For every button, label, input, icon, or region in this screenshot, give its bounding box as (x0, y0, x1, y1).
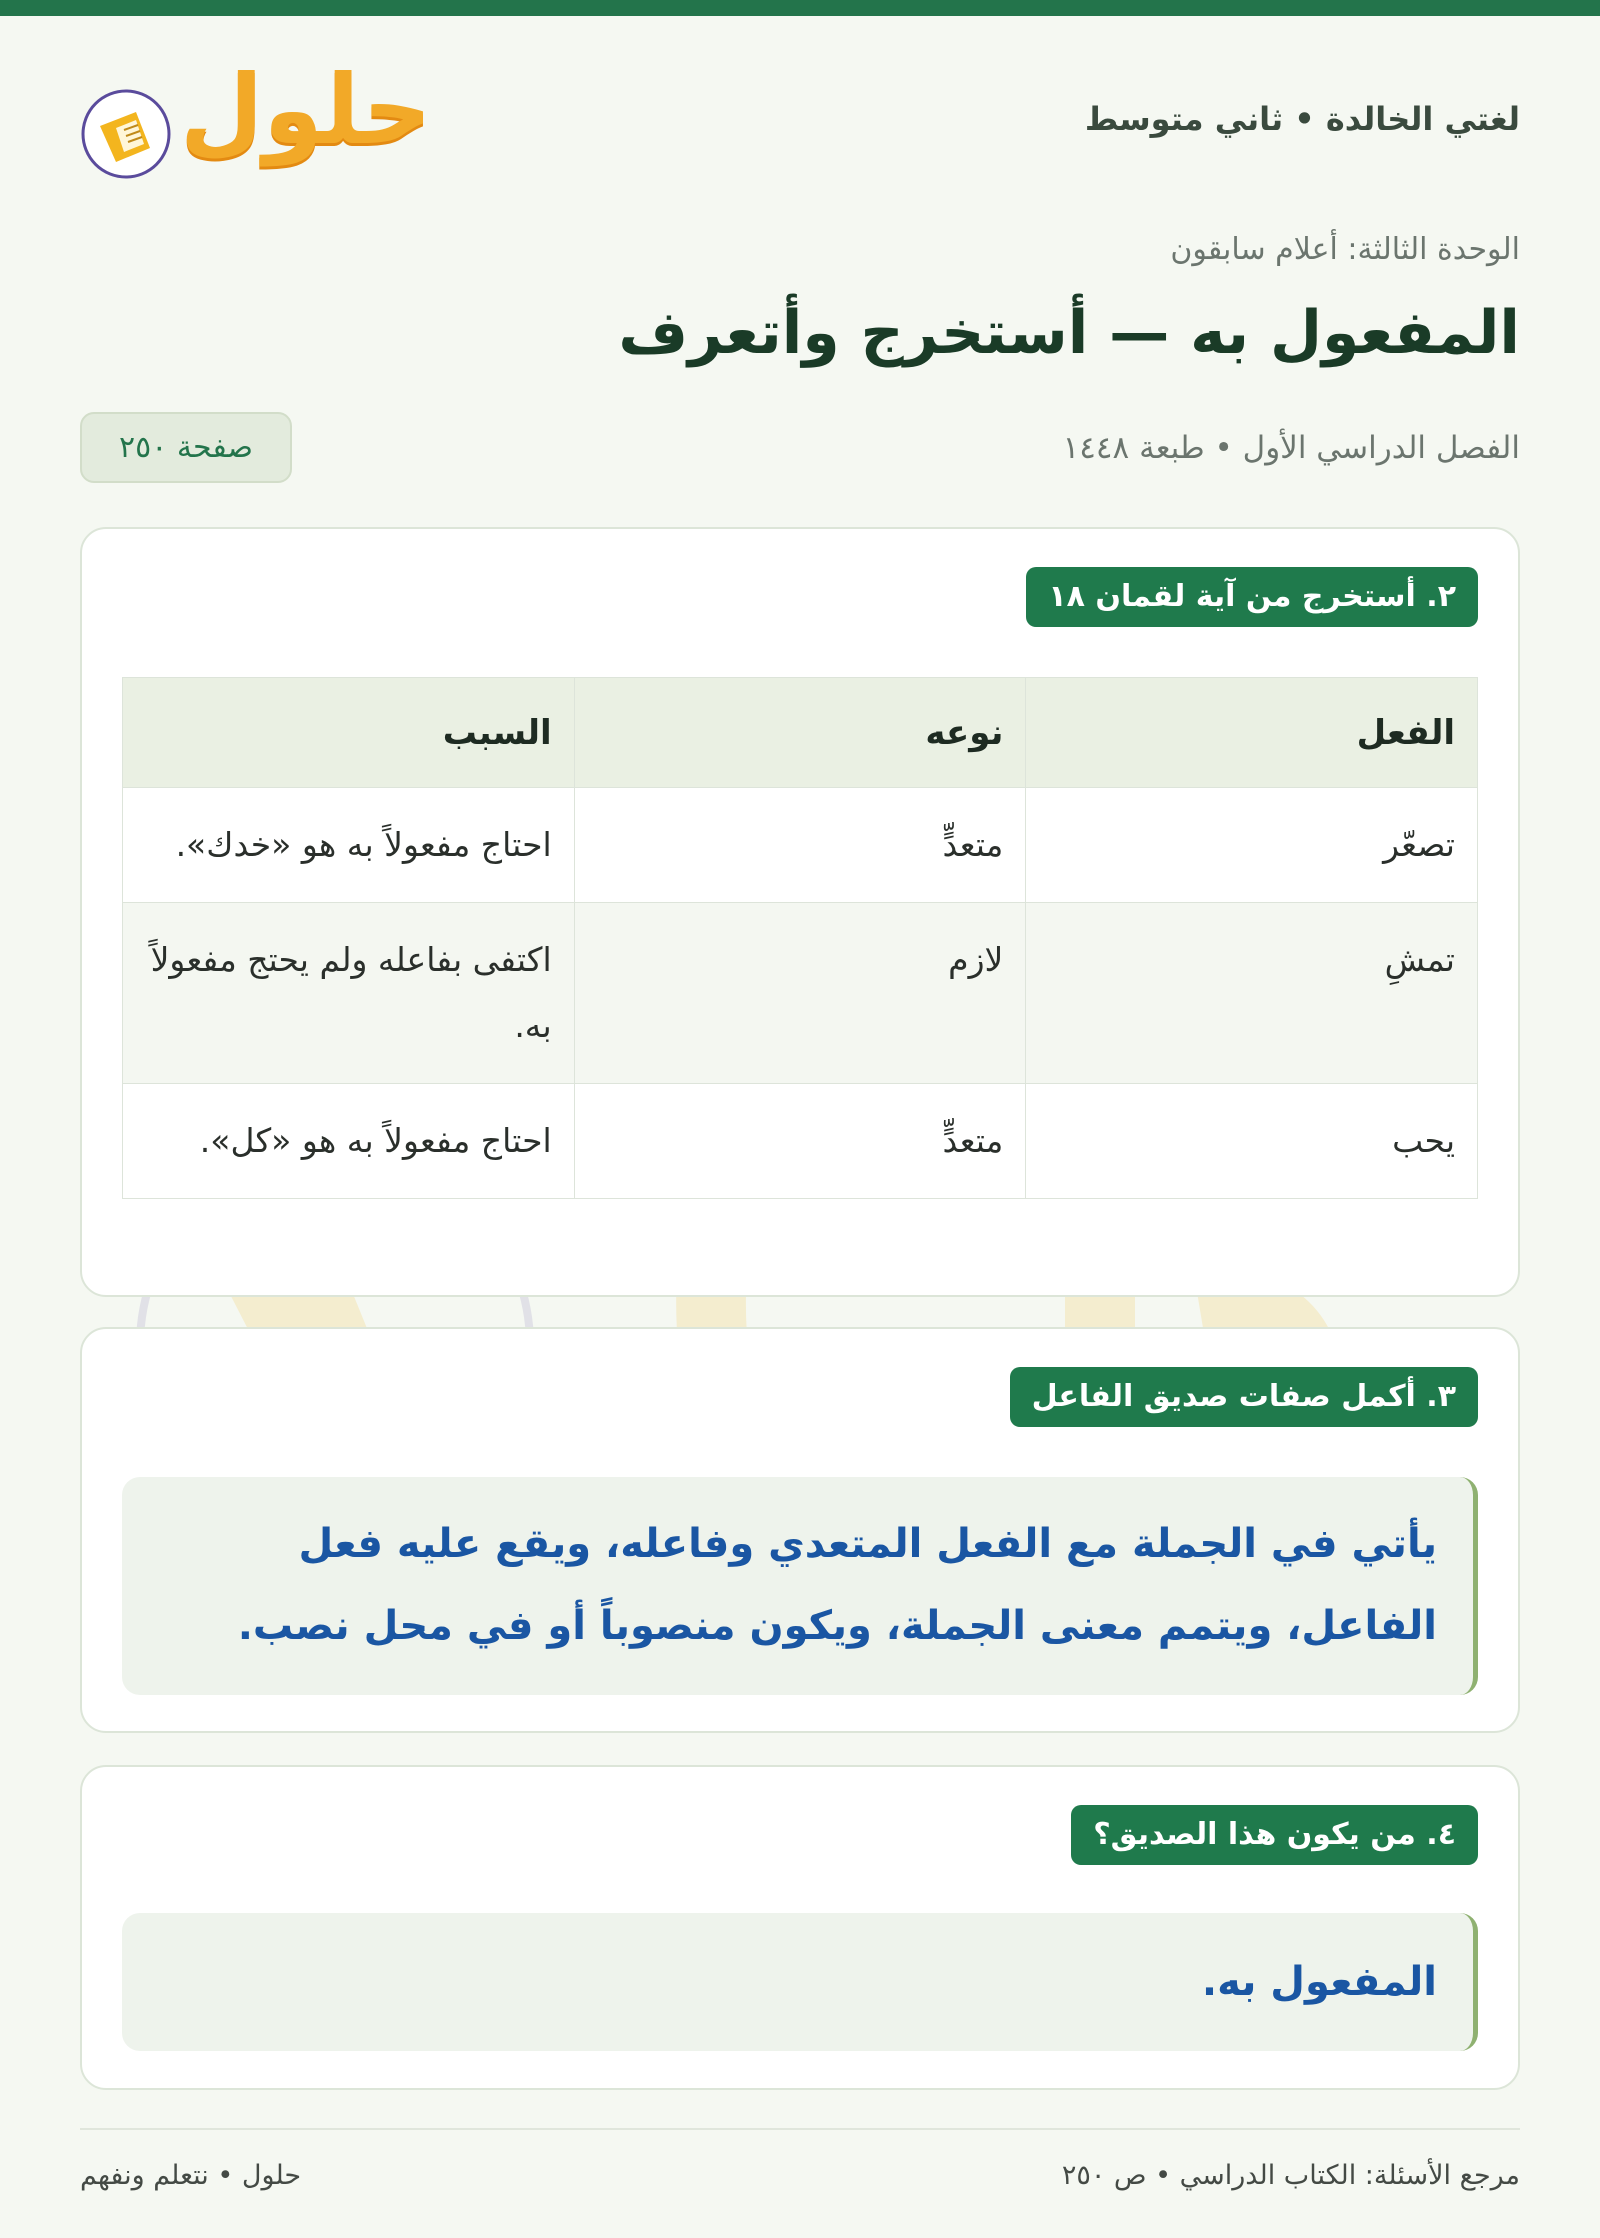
table-row (123, 903, 1478, 1084)
column-header-verb: الفعل (1026, 678, 1478, 788)
verbs-table (122, 677, 1478, 1199)
cell-verb: تصعّر (1026, 788, 1478, 903)
column-header-reason: السبب (123, 678, 575, 788)
section-4-answer: المفعول به. (122, 1913, 1478, 2051)
logo-wordmark: حلول (180, 54, 432, 166)
table-row (123, 788, 1478, 903)
book-title: لغتي الخالدة • ثاني متوسط (1084, 100, 1520, 138)
section-3-tag: ٣. أكمل صفات صديق الفاعل (1010, 1367, 1478, 1427)
section-2-card (80, 527, 1520, 1297)
table-header-row (123, 678, 1478, 788)
section-4-tag: ٤. من يكون هذا الصديق؟ (1071, 1805, 1478, 1865)
column-header-type: نوعه (574, 678, 1026, 788)
footer-divider (80, 2128, 1520, 2130)
cell-reason: اكتفى بفاعله ولم يحتج مفعولاً به. (123, 903, 575, 1084)
footer-brand: حلول • نتعلم ونفهم (80, 2160, 302, 2191)
brand-logo (80, 54, 432, 180)
cell-reason: احتاج مفعولاً به هو «خدك». (123, 788, 575, 903)
cell-type: متعدٍّ (574, 1084, 1026, 1199)
page-title: المفعول به — أستخرج وأتعرف (618, 298, 1520, 368)
table-row (123, 1084, 1478, 1199)
section-2-tag: ٢. أستخرج من آية لقمان ١٨ (1026, 567, 1478, 627)
top-accent-bar (0, 0, 1600, 16)
cell-reason: احتاج مفعولاً به هو «كل». (123, 1084, 575, 1199)
term-edition: الفصل الدراسي الأول • طبعة ١٤٤٨ (1062, 430, 1520, 466)
cell-type: متعدٍّ (574, 788, 1026, 903)
footer-reference: مرجع الأسئلة: الكتاب الدراسي • ص ٢٥٠ (1061, 2160, 1520, 2191)
section-3-answer: يأتي في الجملة مع الفعل المتعدي وفاعله، ويقع عليه فعل الفاعل، ويتمم معنى الجملة، ويكون منصوباً أو في محل نصب. (122, 1477, 1478, 1695)
book-icon (80, 88, 172, 180)
unit-label: الوحدة الثالثة: أعلام سابقون (1170, 232, 1520, 267)
section-3-card (80, 1327, 1520, 1733)
cell-verb: تمشِ (1026, 903, 1478, 1084)
page-number-badge: صفحة ٢٥٠ (80, 412, 292, 483)
cell-type: لازم (574, 903, 1026, 1084)
page-header (80, 54, 1520, 180)
section-4-card (80, 1765, 1520, 2090)
cell-verb: يحب (1026, 1084, 1478, 1199)
